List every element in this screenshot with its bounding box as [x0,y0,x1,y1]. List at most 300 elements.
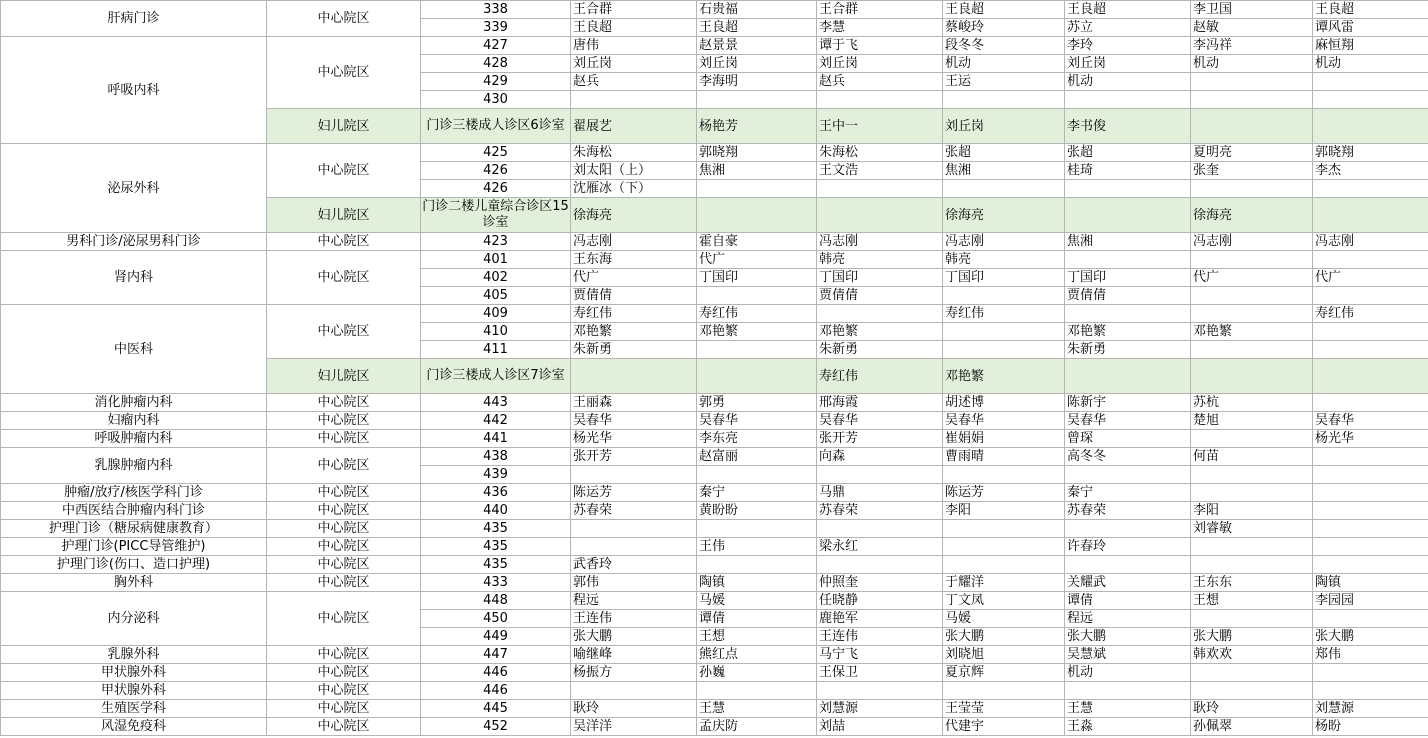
doctor-cell[interactable]: 谭倩 [1065,592,1191,610]
doctor-cell[interactable]: 邓艳繁 [817,323,943,341]
doctor-cell[interactable]: 程远 [1065,610,1191,628]
doctor-cell[interactable]: 张大鹏 [1065,628,1191,646]
doctor-cell[interactable] [1313,502,1428,520]
doctor-cell[interactable]: 陈新宇 [1065,394,1191,412]
doctor-cell[interactable] [1065,682,1191,700]
department-cell[interactable]: 乳腺外科 [1,646,267,664]
doctor-cell[interactable]: 赵兵 [817,73,943,91]
doctor-cell[interactable] [1313,466,1428,484]
doctor-cell[interactable] [697,180,817,198]
doctor-cell[interactable]: 吴春华 [1065,412,1191,430]
doctor-cell[interactable]: 张超 [943,144,1065,162]
doctor-cell[interactable]: 朱海松 [817,144,943,162]
campus-cell[interactable]: 中心院区 [267,144,421,198]
doctor-cell[interactable]: 刘丘岗 [817,55,943,73]
doctor-cell[interactable]: 熊红点 [697,646,817,664]
doctor-cell[interactable]: 寿红伟 [943,305,1065,323]
doctor-cell[interactable]: 李书俊 [1065,109,1191,144]
doctor-cell[interactable] [943,520,1065,538]
doctor-cell[interactable]: 王良超 [571,19,697,37]
doctor-cell[interactable]: 杨盼 [1313,718,1428,736]
doctor-cell[interactable]: 刘丘岗 [571,55,697,73]
room-cell[interactable]: 435 [421,556,571,574]
doctor-cell[interactable] [1191,91,1313,109]
doctor-cell[interactable]: 丁国印 [817,269,943,287]
doctor-cell[interactable] [943,556,1065,574]
campus-cell[interactable]: 中心院区 [267,37,421,109]
department-cell[interactable]: 甲状腺外科 [1,682,267,700]
doctor-cell[interactable]: 张大鹏 [1191,628,1313,646]
campus-cell[interactable]: 中心院区 [267,448,421,484]
room-cell[interactable]: 411 [421,341,571,359]
department-cell[interactable]: 肝病门诊 [1,1,267,37]
doctor-cell[interactable]: 王想 [697,628,817,646]
doctor-cell[interactable] [1191,287,1313,305]
doctor-cell[interactable] [1313,556,1428,574]
doctor-cell[interactable]: 霍自豪 [697,233,817,251]
doctor-cell[interactable]: 蔡峻玲 [943,19,1065,37]
doctor-cell[interactable]: 苏春荣 [1065,502,1191,520]
doctor-cell[interactable] [1191,466,1313,484]
department-cell[interactable]: 生殖医学科 [1,700,267,718]
room-cell[interactable]: 447 [421,646,571,664]
doctor-cell[interactable]: 马媛 [943,610,1065,628]
doctor-cell[interactable]: 机动 [943,55,1065,73]
department-cell[interactable]: 呼吸肿瘤内科 [1,430,267,448]
doctor-cell[interactable] [697,466,817,484]
doctor-cell[interactable]: 孙佩翠 [1191,718,1313,736]
doctor-cell[interactable]: 张大鹏 [943,628,1065,646]
doctor-cell[interactable] [1065,91,1191,109]
campus-cell[interactable]: 妇儿院区 [267,198,421,233]
doctor-cell[interactable] [1065,520,1191,538]
doctor-cell[interactable]: 焦湘 [697,162,817,180]
doctor-cell[interactable]: 耿玲 [571,700,697,718]
department-cell[interactable]: 护理门诊（糖尿病健康教育） [1,520,267,538]
doctor-cell[interactable]: 王良超 [943,1,1065,19]
room-cell[interactable]: 445 [421,700,571,718]
doctor-cell[interactable]: 吴洋洋 [571,718,697,736]
doctor-cell[interactable]: 冯志刚 [817,233,943,251]
doctor-cell[interactable] [1191,359,1313,394]
doctor-cell[interactable]: 刘睿敏 [1191,520,1313,538]
room-cell[interactable]: 441 [421,430,571,448]
doctor-cell[interactable]: 谭倩 [697,610,817,628]
doctor-cell[interactable]: 马宁飞 [817,646,943,664]
room-cell[interactable]: 452 [421,718,571,736]
doctor-cell[interactable]: 夏京辉 [943,664,1065,682]
doctor-cell[interactable]: 秦宁 [697,484,817,502]
doctor-cell[interactable]: 任晓静 [817,592,943,610]
doctor-cell[interactable] [943,341,1065,359]
doctor-cell[interactable]: 马鼎 [817,484,943,502]
doctor-cell[interactable]: 王东东 [1191,574,1313,592]
doctor-cell[interactable]: 王合群 [571,1,697,19]
doctor-cell[interactable]: 王合群 [817,1,943,19]
department-cell[interactable]: 肿瘤/放疗/核医学科门诊 [1,484,267,502]
doctor-cell[interactable]: 邓艳繁 [943,359,1065,394]
campus-cell[interactable]: 妇儿院区 [267,359,421,394]
campus-cell[interactable]: 中心院区 [267,520,421,538]
doctor-cell[interactable] [817,466,943,484]
room-cell[interactable]: 446 [421,682,571,700]
department-cell[interactable]: 中西医结合肿瘤内科门诊 [1,502,267,520]
doctor-cell[interactable]: 崔娟娟 [943,430,1065,448]
doctor-cell[interactable] [1191,484,1313,502]
doctor-cell[interactable]: 赵富丽 [697,448,817,466]
doctor-cell[interactable]: 张超 [1065,144,1191,162]
doctor-cell[interactable]: 张开芳 [571,448,697,466]
room-cell[interactable]: 402 [421,269,571,287]
doctor-cell[interactable]: 刘太阳（上） [571,162,697,180]
doctor-cell[interactable]: 王慧 [697,700,817,718]
doctor-cell[interactable]: 杨光华 [571,430,697,448]
room-cell[interactable]: 438 [421,448,571,466]
doctor-cell[interactable] [817,682,943,700]
doctor-cell[interactable] [1065,305,1191,323]
doctor-cell[interactable] [1191,430,1313,448]
doctor-cell[interactable]: 郭晓翔 [1313,144,1428,162]
doctor-cell[interactable] [943,466,1065,484]
campus-cell[interactable]: 中心院区 [267,305,421,359]
room-cell[interactable]: 435 [421,538,571,556]
doctor-cell[interactable]: 丁国印 [1065,269,1191,287]
doctor-cell[interactable]: 苏立 [1065,19,1191,37]
doctor-cell[interactable]: 张开芳 [817,430,943,448]
room-cell[interactable]: 443 [421,394,571,412]
doctor-cell[interactable] [697,520,817,538]
department-cell[interactable]: 护理门诊(伤口、造口护理) [1,556,267,574]
doctor-cell[interactable]: 郑伟 [1313,646,1428,664]
doctor-cell[interactable]: 冯志刚 [1313,233,1428,251]
doctor-cell[interactable]: 冯志刚 [943,233,1065,251]
doctor-cell[interactable]: 谭风雷 [1313,19,1428,37]
doctor-cell[interactable]: 向森 [817,448,943,466]
doctor-cell[interactable] [1313,341,1428,359]
doctor-cell[interactable]: 徐海亮 [1191,198,1313,233]
doctor-cell[interactable]: 张大鹏 [571,628,697,646]
doctor-cell[interactable]: 韩亮 [943,251,1065,269]
doctor-cell[interactable]: 机动 [1065,664,1191,682]
doctor-cell[interactable] [697,359,817,394]
doctor-cell[interactable] [943,538,1065,556]
doctor-cell[interactable]: 贾倩倩 [817,287,943,305]
doctor-cell[interactable] [1313,394,1428,412]
doctor-cell[interactable]: 陶镇 [1313,574,1428,592]
campus-cell[interactable]: 中心院区 [267,664,421,682]
room-cell[interactable]: 401 [421,251,571,269]
doctor-cell[interactable]: 关耀武 [1065,574,1191,592]
doctor-cell[interactable]: 何苗 [1191,448,1313,466]
doctor-cell[interactable]: 李阳 [943,502,1065,520]
department-cell[interactable]: 消化肿瘤内科 [1,394,267,412]
doctor-cell[interactable]: 苏杭 [1191,394,1313,412]
doctor-cell[interactable] [1191,610,1313,628]
doctor-cell[interactable]: 梁永红 [817,538,943,556]
doctor-cell[interactable]: 麻恒翔 [1313,37,1428,55]
doctor-cell[interactable]: 喻继峰 [571,646,697,664]
campus-cell[interactable]: 中心院区 [267,233,421,251]
doctor-cell[interactable] [571,359,697,394]
doctor-cell[interactable]: 代建宇 [943,718,1065,736]
doctor-cell[interactable] [1191,109,1313,144]
doctor-cell[interactable] [1313,610,1428,628]
doctor-cell[interactable] [1313,91,1428,109]
doctor-cell[interactable]: 李玲 [1065,37,1191,55]
doctor-cell[interactable]: 王良超 [697,19,817,37]
department-cell[interactable]: 护理门诊(PICC导管维护) [1,538,267,556]
doctor-cell[interactable]: 邓艳繁 [1065,323,1191,341]
doctor-cell[interactable]: 段冬冬 [943,37,1065,55]
doctor-cell[interactable]: 王连伟 [817,628,943,646]
doctor-cell[interactable] [571,520,697,538]
doctor-cell[interactable] [1313,448,1428,466]
doctor-cell[interactable]: 丁国印 [697,269,817,287]
doctor-cell[interactable] [1313,359,1428,394]
doctor-cell[interactable]: 许春玲 [1065,538,1191,556]
doctor-cell[interactable] [1191,73,1313,91]
doctor-cell[interactable] [1191,664,1313,682]
room-cell[interactable]: 429 [421,73,571,91]
campus-cell[interactable]: 中心院区 [267,251,421,305]
doctor-cell[interactable] [571,91,697,109]
doctor-cell[interactable]: 刘慧源 [1313,700,1428,718]
room-cell[interactable]: 448 [421,592,571,610]
room-cell[interactable]: 428 [421,55,571,73]
doctor-cell[interactable] [1313,109,1428,144]
doctor-cell[interactable] [571,466,697,484]
doctor-cell[interactable]: 吴慧斌 [1065,646,1191,664]
doctor-cell[interactable] [697,682,817,700]
doctor-cell[interactable]: 丁文凤 [943,592,1065,610]
department-cell[interactable]: 甲状腺外科 [1,664,267,682]
department-cell[interactable]: 男科门诊/泌尿男科门诊 [1,233,267,251]
campus-cell[interactable]: 中心院区 [267,1,421,37]
doctor-cell[interactable]: 吴春华 [1313,412,1428,430]
room-cell[interactable]: 439 [421,466,571,484]
doctor-cell[interactable]: 寿红伟 [571,305,697,323]
doctor-cell[interactable] [1313,682,1428,700]
doctor-cell[interactable]: 程远 [571,592,697,610]
doctor-cell[interactable]: 石贵福 [697,1,817,19]
doctor-cell[interactable]: 王莹莹 [943,700,1065,718]
department-cell[interactable]: 胸外科 [1,574,267,592]
doctor-cell[interactable] [943,682,1065,700]
department-cell[interactable]: 呼吸内科 [1,37,267,144]
doctor-cell[interactable]: 徐海亮 [943,198,1065,233]
doctor-cell[interactable]: 李冯祥 [1191,37,1313,55]
doctor-cell[interactable]: 吴春华 [697,412,817,430]
room-cell[interactable]: 门诊二楼儿童综合诊区15诊室 [421,198,571,233]
doctor-cell[interactable]: 朱新勇 [571,341,697,359]
doctor-cell[interactable]: 陈运芳 [943,484,1065,502]
doctor-cell[interactable]: 李东亮 [697,430,817,448]
doctor-cell[interactable]: 寿红伟 [817,359,943,394]
doctor-cell[interactable] [1313,180,1428,198]
doctor-cell[interactable]: 王连伟 [571,610,697,628]
doctor-cell[interactable]: 于耀洋 [943,574,1065,592]
doctor-cell[interactable]: 机动 [1191,55,1313,73]
doctor-cell[interactable] [1313,251,1428,269]
doctor-cell[interactable]: 王慧 [1065,700,1191,718]
doctor-cell[interactable]: 王良超 [1313,1,1428,19]
doctor-cell[interactable]: 李杰 [1313,162,1428,180]
campus-cell[interactable]: 中心院区 [267,592,421,646]
doctor-cell[interactable]: 邓艳繁 [571,323,697,341]
doctor-cell[interactable]: 朱新勇 [1065,341,1191,359]
doctor-cell[interactable]: 吴春华 [943,412,1065,430]
room-cell[interactable]: 338 [421,1,571,19]
doctor-cell[interactable] [943,287,1065,305]
doctor-cell[interactable] [697,198,817,233]
doctor-cell[interactable]: 桂琦 [1065,162,1191,180]
doctor-cell[interactable]: 苏春荣 [817,502,943,520]
doctor-cell[interactable]: 邓艳繁 [1191,323,1313,341]
doctor-cell[interactable] [1065,556,1191,574]
department-cell[interactable]: 乳腺肿瘤内科 [1,448,267,484]
doctor-cell[interactable]: 郭晓翔 [697,144,817,162]
doctor-cell[interactable]: 刘丘岗 [1065,55,1191,73]
doctor-cell[interactable]: 王伟 [697,538,817,556]
doctor-cell[interactable] [1191,538,1313,556]
room-cell[interactable]: 426 [421,180,571,198]
doctor-cell[interactable]: 王淼 [1065,718,1191,736]
doctor-cell[interactable] [943,180,1065,198]
campus-cell[interactable]: 中心院区 [267,394,421,412]
doctor-cell[interactable]: 胡述博 [943,394,1065,412]
doctor-cell[interactable]: 王保卫 [817,664,943,682]
room-cell[interactable]: 440 [421,502,571,520]
campus-cell[interactable]: 中心院区 [267,700,421,718]
doctor-cell[interactable]: 夏明亮 [1191,144,1313,162]
doctor-cell[interactable]: 王想 [1191,592,1313,610]
doctor-cell[interactable]: 郭伟 [571,574,697,592]
doctor-cell[interactable] [697,341,817,359]
doctor-cell[interactable]: 刘丘岗 [943,109,1065,144]
doctor-cell[interactable] [571,682,697,700]
room-cell[interactable]: 409 [421,305,571,323]
doctor-cell[interactable]: 唐伟 [571,37,697,55]
doctor-cell[interactable] [697,556,817,574]
doctor-cell[interactable]: 寿红伟 [697,305,817,323]
doctor-cell[interactable] [817,556,943,574]
doctor-cell[interactable] [1065,359,1191,394]
doctor-cell[interactable]: 沈雁冰（下） [571,180,697,198]
doctor-cell[interactable]: 孟庆防 [697,718,817,736]
doctor-cell[interactable] [1313,198,1428,233]
room-cell[interactable]: 423 [421,233,571,251]
doctor-cell[interactable]: 耿玲 [1191,700,1313,718]
doctor-cell[interactable]: 徐海亮 [571,198,697,233]
doctor-cell[interactable]: 朱新勇 [817,341,943,359]
doctor-cell[interactable]: 机动 [1065,73,1191,91]
doctor-cell[interactable] [1313,484,1428,502]
doctor-cell[interactable]: 王良超 [1065,1,1191,19]
doctor-cell[interactable]: 赵敏 [1191,19,1313,37]
department-cell[interactable]: 妇瘤内科 [1,412,267,430]
room-cell[interactable]: 门诊三楼成人诊区6诊室 [421,109,571,144]
doctor-cell[interactable]: 翟展艺 [571,109,697,144]
doctor-cell[interactable] [1313,664,1428,682]
campus-cell[interactable]: 中心院区 [267,718,421,736]
room-cell[interactable]: 410 [421,323,571,341]
doctor-cell[interactable] [1191,305,1313,323]
doctor-cell[interactable]: 张奎 [1191,162,1313,180]
doctor-cell[interactable] [1191,251,1313,269]
doctor-cell[interactable]: 焦湘 [1065,233,1191,251]
doctor-cell[interactable]: 焦湘 [943,162,1065,180]
doctor-cell[interactable] [1191,556,1313,574]
room-cell[interactable]: 430 [421,91,571,109]
doctor-cell[interactable]: 丁国印 [943,269,1065,287]
campus-cell[interactable]: 中心院区 [267,484,421,502]
doctor-cell[interactable]: 李阳 [1191,502,1313,520]
room-cell[interactable]: 427 [421,37,571,55]
doctor-cell[interactable]: 鹿艳军 [817,610,943,628]
doctor-cell[interactable]: 邓艳繁 [697,323,817,341]
doctor-cell[interactable] [1191,682,1313,700]
doctor-cell[interactable]: 马媛 [697,592,817,610]
campus-cell[interactable]: 中心院区 [267,682,421,700]
doctor-cell[interactable] [1313,520,1428,538]
department-cell[interactable]: 肾内科 [1,251,267,305]
doctor-cell[interactable]: 王丽森 [571,394,697,412]
department-cell[interactable]: 内分泌科 [1,592,267,646]
doctor-cell[interactable] [1313,287,1428,305]
doctor-cell[interactable]: 王东海 [571,251,697,269]
doctor-cell[interactable]: 曾琛 [1065,430,1191,448]
department-cell[interactable]: 中医科 [1,305,267,394]
doctor-cell[interactable] [1191,180,1313,198]
room-cell[interactable]: 门诊三楼成人诊区7诊室 [421,359,571,394]
doctor-cell[interactable]: 赵兵 [571,73,697,91]
department-cell[interactable]: 泌尿外科 [1,144,267,233]
doctor-cell[interactable]: 秦宁 [1065,484,1191,502]
doctor-cell[interactable] [1065,466,1191,484]
doctor-cell[interactable] [817,91,943,109]
doctor-cell[interactable]: 机动 [1313,55,1428,73]
doctor-cell[interactable]: 仲照奎 [817,574,943,592]
doctor-cell[interactable]: 高冬冬 [1065,448,1191,466]
room-cell[interactable]: 405 [421,287,571,305]
doctor-cell[interactable]: 刘慧源 [817,700,943,718]
doctor-cell[interactable] [817,520,943,538]
room-cell[interactable]: 449 [421,628,571,646]
doctor-cell[interactable] [943,91,1065,109]
doctor-cell[interactable]: 代广 [571,269,697,287]
doctor-cell[interactable]: 苏春荣 [571,502,697,520]
doctor-cell[interactable]: 陈运芳 [571,484,697,502]
doctor-cell[interactable]: 吴春华 [571,412,697,430]
doctor-cell[interactable]: 武香玲 [571,556,697,574]
doctor-cell[interactable] [817,180,943,198]
doctor-cell[interactable] [1191,341,1313,359]
campus-cell[interactable]: 中心院区 [267,430,421,448]
doctor-cell[interactable] [943,323,1065,341]
doctor-cell[interactable]: 楚旭 [1191,412,1313,430]
doctor-cell[interactable] [1313,323,1428,341]
doctor-cell[interactable]: 王运 [943,73,1065,91]
doctor-cell[interactable]: 郭勇 [697,394,817,412]
doctor-cell[interactable]: 寿红伟 [1313,305,1428,323]
room-cell[interactable]: 426 [421,162,571,180]
doctor-cell[interactable]: 代广 [697,251,817,269]
doctor-cell[interactable]: 冯志刚 [1191,233,1313,251]
doctor-cell[interactable]: 刘晓旭 [943,646,1065,664]
doctor-cell[interactable]: 冯志刚 [571,233,697,251]
room-cell[interactable]: 436 [421,484,571,502]
room-cell[interactable]: 450 [421,610,571,628]
